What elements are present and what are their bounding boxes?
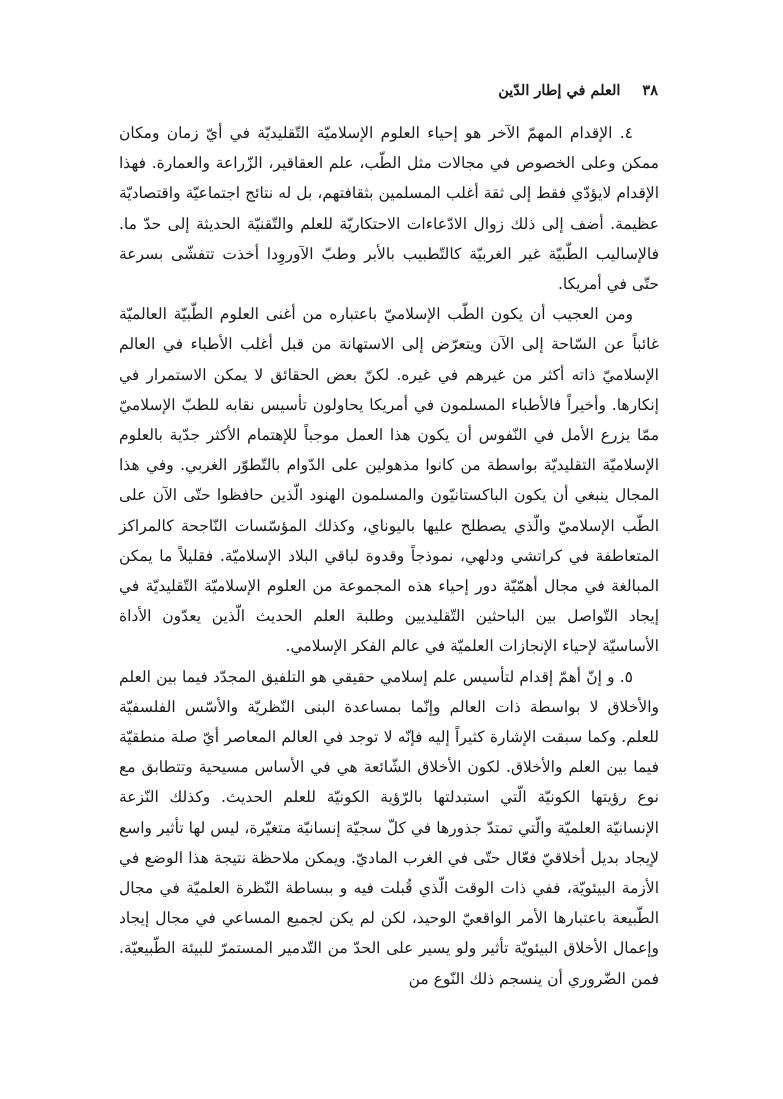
paragraph: ٥. و إنّ أهمّ إقدام لتأسيس علم إسلامي حقيقي هو التلفيق المجدّد فيما بين العلم والأخلاق لا بواسطة ذات العالم وإنّما بمساعدة البنى النّظريّة والأسّس الفلسفيّة للعلم. وكما سبقت الإشارة كثيراً إليه فإنّه لا توجد في العالم المعاصر أيّ صلة منطقيّة فيما بين العلم والأخلاق. لكون الأخلاق الشّائعة هي في الأساس مسيحية وتتطابق مع نوع رؤيتها الكونيّة الّتي استبدلتها بالرّؤية الكونيّة للعلم الحديث. وكذلك النّزعة الإنسانيّة العلميّة والّتي تمتدّ جذورها في كلّ سجيّة إنسانيّة متغيّرة، ليس لها تأثير واسع لإيجاد بديل أخلاقيّ فعّال حتّى في الغرب الماديّ. ويمكن ملاحظة نتيجة هذا الوضع في الأزمة البيئويّة، ففي ذات الوقت الّذي قُبلت فيه و ببساطة النّظرة العلميّة في مجال الطّبيعة باعتبارها الأمر الواقعيّ الوحيد، لكن لم يكن لجميع المساعي في مجال إيجاد وإعمال الأخلاق البيئويّة تأثير ولو يسير على الحدّ من التّدمير المستمرّ للبيئة الطّبيعيّة. فمن الضّروري أن ينسجم ذلك النّوع من [119, 667, 659, 988]
paragraph: ٤. الإقدام المهمّ الآخر هو إحياء العلوم الإسلاميّة التّقليديّة في أيّ زمان ومكان ممكن وعلى الخصوص في مجالات مثل الطّب، علم العقاقير، الزّراعة والعمارة. فهذا الإقدام لايؤدّي فقط إلى ثقة أغلب المسلمين بثقافتهم، بل له نتائج اجتماعيّة واقتصاديّة عظيمة. أضف إلى ذلك زوال الادّعاءات الاحتكاريّة للعلم والتّقنيّة الحديثة إلى حدّ ما. فالإساليب الطّبيّة غير الغربيّة كالتّطبيب بالأبر وطبّ الآوروِدا أخذت تتفشّى بسرعة حتّى في أمريكا. [119, 124, 659, 294]
paragraph: ومن العجيب أن يكون الطّب الإسلاميّ باعتباره من أغنى العلوم الطّبيّة العالميّة غائباً عن السّاحة إلى الآن ويتعرّض إلى الاستهانة من قبل أغلب الأطباء في العالم الإسلاميّ ذاته أكثر من غيرهم في غيره. لكنّ بعض الحقائق لا يمكن الاستمرار في إنكارها. وأخيراً فالأطباء المسلمون في أمريكا يحاولون تأسيس نقابه للطبّ الإسلاميّ ممّا يزرع الأمل في النّفوس أن يكون هذا العمل موجباً للإهتمام الأكثر جدّية بالعلوم الإسلاميّة التقليديّة بواسطة من كانوا مذهولين على الدّوام بالتّطوّر الغربي. وفي هذا المجال ينبغي أن يكون الباكستانيّون والمسلمون الهنود الّذين حافظوا حتّى الآن على الطّب الإسلاميّ والّذي يصطلح عليها باليوناي، وكذلك المؤسّسات النّاجحة كالمراكز المتعاطفة في كراتشي ودلهي، نموذجاً وقدوة لباقي البلاد الإسلاميّة. فقليلاً ما يمكن المبالغة في مجال أهمّيّة دور إحياء هذه المجموعة من العلوم الإسلاميّة التّقليديّة في إيجاد التّواصل بين الباحثين التّقليديين وطلبة العلم الحديث الّذين يعدّون الأداة الأساسيّة لإحياء الإنجازات العلميّة في عالم الفكر الإسلامي. [119, 305, 659, 656]
running-title: العلم في إطار الدّين [498, 82, 621, 99]
page-number: ٣٨ [642, 82, 658, 99]
body-text [119, 118, 659, 994]
running-header [125, 82, 658, 99]
